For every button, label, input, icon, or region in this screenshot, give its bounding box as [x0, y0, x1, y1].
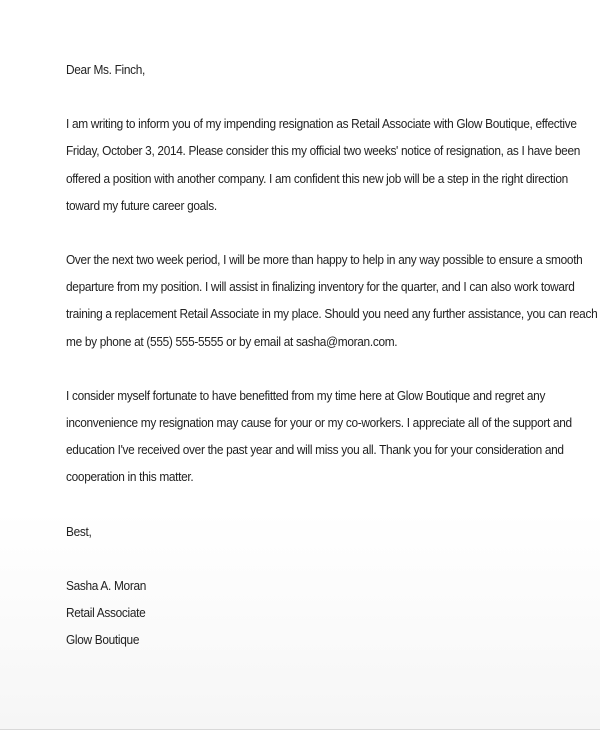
paragraph-line: Friday, October 3, 2014. Please consider this my official two weeks' notice of resignation, as I have been — [66, 143, 581, 159]
paragraph-gratitude — [66, 382, 572, 491]
paragraph-line: education I've received over the past year and will miss you all. Thank you for your consideration and — [66, 442, 564, 458]
paragraph-line: I consider myself fortunate to have benefitted from my time here at Glow Boutique and regret any — [66, 387, 546, 403]
signature-name: Sasha A. Moran — [66, 577, 147, 593]
paragraph-line: departure from my position. I will assist in finalizing inventory for the quarter, and I can also work toward — [66, 279, 575, 295]
letter-body — [66, 56, 598, 653]
paragraph-line: offered a position with another company. I am confident this new job will be a step in the right direction — [66, 170, 568, 186]
signature-company: Glow Boutique — [66, 632, 140, 648]
paragraph-line: inconvenience my resignation may cause for your or my co-workers. I appreciate all of the support and — [66, 415, 572, 431]
paragraph-line: cooperation in this matter. — [66, 469, 194, 485]
paragraph-resignation-notice — [66, 110, 581, 219]
paragraph-line: Over the next two week period, I will be more than happy to help in any way possible to ensure a smooth — [66, 252, 583, 268]
closing: Best, — [66, 523, 92, 539]
salutation: Dear Ms. Finch, — [66, 62, 146, 77]
signature-block — [66, 572, 507, 654]
paragraph-transition-help — [66, 246, 598, 355]
paragraph-line: I am writing to inform you of my impending resignation as Retail Associate with Glow Boutique, effective — [66, 116, 577, 132]
signature-title: Retail Associate — [66, 605, 146, 621]
paragraph-line: training a replacement Retail Associate in my place. Should you need any further assistance, you can reach — [66, 306, 598, 322]
paragraph-line: me by phone at (555) 555-5555 or by email at sasha@moran.com. — [66, 333, 398, 349]
paragraph-line: toward my future career goals. — [66, 197, 217, 213]
